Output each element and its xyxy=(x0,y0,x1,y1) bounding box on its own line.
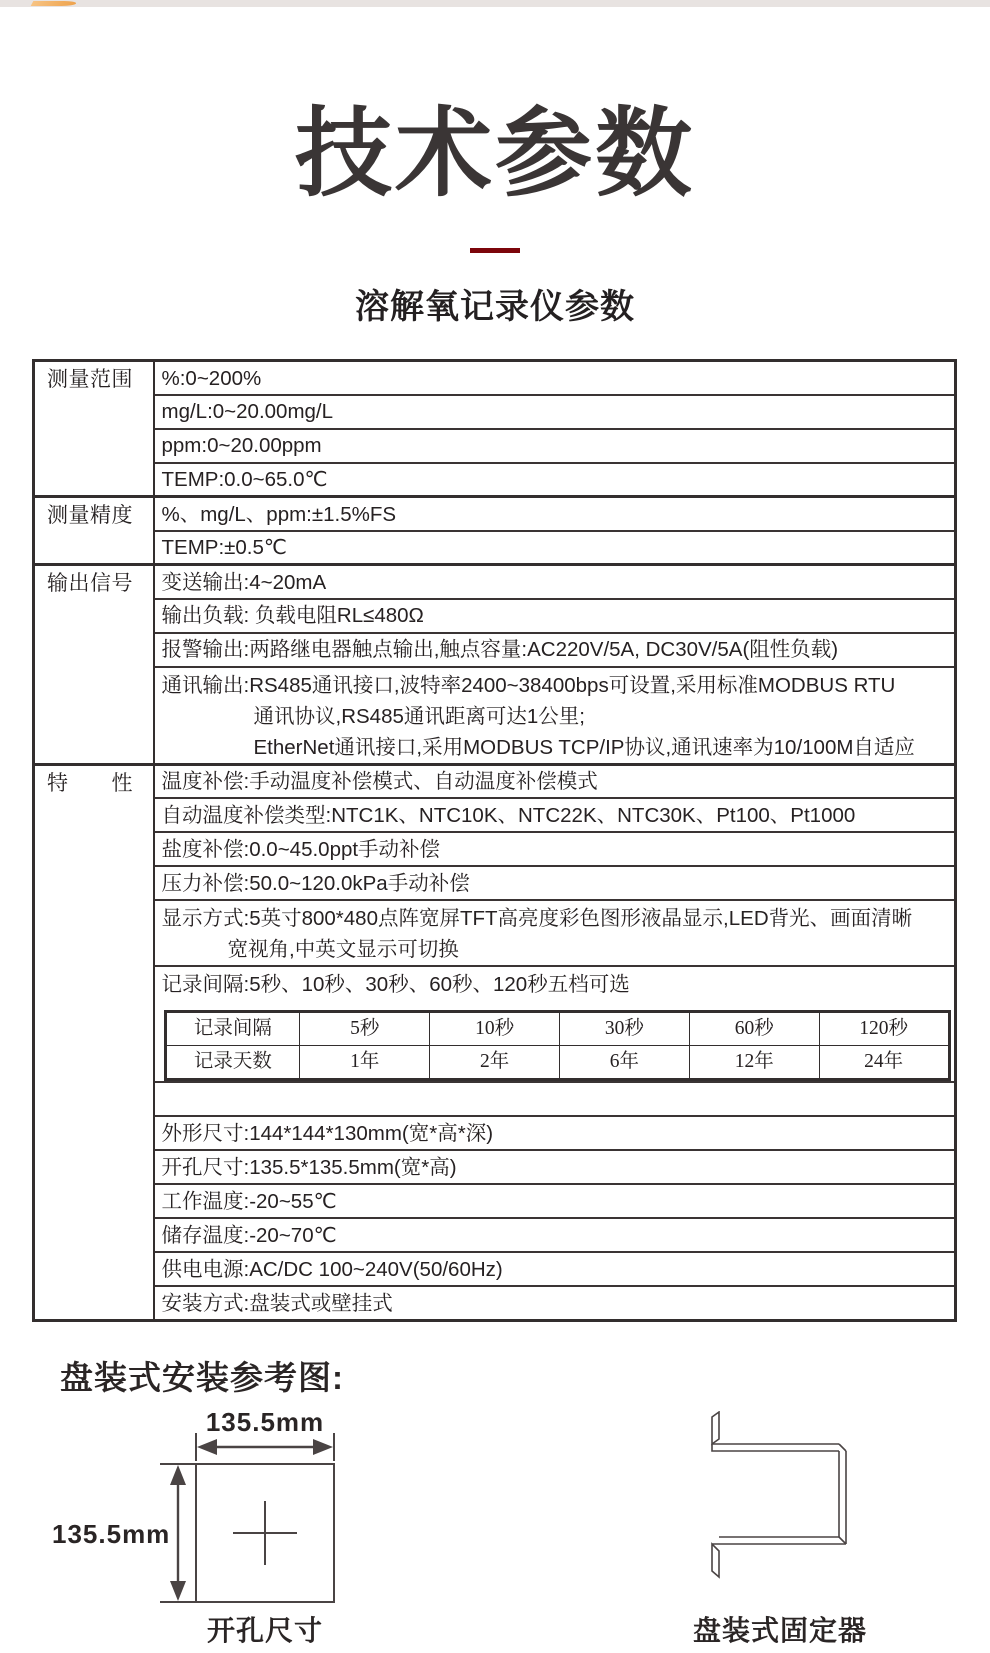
table-row xyxy=(34,361,956,395)
mounting-diagrams xyxy=(0,1403,990,1653)
width-arrow-icon xyxy=(195,1433,335,1461)
cutout-square xyxy=(195,1463,335,1603)
table-row xyxy=(34,866,956,900)
spec-line: 通讯协议,RS485通讯距离可达1公里; xyxy=(253,704,585,728)
spec-value: 温度补偿:手动温度补偿模式、自动温度补偿模式 xyxy=(154,764,956,798)
table-row xyxy=(165,1046,949,1080)
spec-line: 宽视角,中英文显示可切换 xyxy=(227,938,459,962)
table-row xyxy=(34,395,956,429)
spec-line: 记录间隔:5秒、10秒、30秒、60秒、120秒五档可选 xyxy=(161,973,630,997)
table-row xyxy=(34,966,956,1082)
title-divider xyxy=(470,248,520,253)
spec-value: mg/L:0~20.00mg/L xyxy=(154,395,956,429)
table-row xyxy=(165,1012,949,1046)
table-row xyxy=(34,832,956,866)
record-cell: 60秒 xyxy=(689,1012,819,1046)
table-row xyxy=(34,497,956,531)
spec-value: TEMP:0.0~65.0℃ xyxy=(154,463,956,497)
fixture-caption: 盘装式固定器 xyxy=(692,1614,867,1646)
spacer-cell xyxy=(154,1082,956,1116)
spec-line: 显示方式:5英寸800*480点阵宽屏TFT高亮度彩色图形液晶显示,LED背光、画面清晰 xyxy=(161,907,913,931)
table-row xyxy=(34,429,956,463)
section-label-output: 输出信号 xyxy=(34,565,154,765)
table-row xyxy=(34,1184,956,1218)
cutout-caption: 开孔尺寸 xyxy=(206,1614,323,1646)
table-row xyxy=(34,1116,956,1150)
spec-value: %:0~200% xyxy=(154,361,956,395)
table-row xyxy=(34,633,956,667)
page-top-strip xyxy=(0,0,990,7)
panel-fixture-icon xyxy=(700,1411,850,1583)
cutout-width-label: 135.5mm xyxy=(205,1406,325,1437)
spec-value: 供电电源:AC/DC 100~240V(50/60Hz) xyxy=(154,1252,956,1286)
spec-value-communication xyxy=(154,667,956,765)
page-subtitle: 溶解氧记录仪参数 xyxy=(355,288,635,327)
spec-value-record xyxy=(154,966,956,1082)
spec-value: 安装方式:盘装式或壁挂式 xyxy=(154,1286,956,1320)
record-cell: 1年 xyxy=(300,1046,430,1080)
record-cell: 记录间隔 xyxy=(165,1012,300,1046)
page-title: 技术参数 xyxy=(295,99,695,208)
record-cell: 10秒 xyxy=(430,1012,560,1046)
spec-value: 报警输出:两路继电器触点输出,触点容量:AC220V/5A, DC30V/5A(阻性负载) xyxy=(154,633,956,667)
table-row xyxy=(34,531,956,565)
record-cell: 记录天数 xyxy=(165,1046,300,1080)
spec-value: TEMP:±0.5℃ xyxy=(154,531,956,565)
table-row xyxy=(34,900,956,966)
spec-value: 输出负载: 负载电阻RL≤480Ω xyxy=(154,599,956,633)
record-cell: 5秒 xyxy=(300,1012,430,1046)
spec-value: 变送输出:4~20mA xyxy=(154,565,956,599)
table-row xyxy=(34,1286,956,1320)
table-row-spacer xyxy=(34,1082,956,1116)
table-row xyxy=(34,463,956,497)
center-cross-icon xyxy=(264,1501,266,1565)
record-interval-table xyxy=(164,1010,951,1081)
spec-value: 外形尺寸:144*144*130mm(宽*高*深) xyxy=(154,1116,956,1150)
spec-value-display xyxy=(154,900,956,966)
record-cell: 12年 xyxy=(689,1046,819,1080)
spec-value: 压力补偿:50.0~120.0kPa手动补偿 xyxy=(154,866,956,900)
spec-value: 工作温度:-20~55℃ xyxy=(154,1184,956,1218)
table-row xyxy=(34,764,956,798)
spec-value: 储存温度:-20~70℃ xyxy=(154,1218,956,1252)
spec-value: 开孔尺寸:135.5*135.5mm(宽*高) xyxy=(154,1150,956,1184)
spec-value: 自动温度补偿类型:NTC1K、NTC10K、NTC22K、NTC30K、Pt100、Pt1000 xyxy=(154,798,956,832)
spec-line: 通讯输出:RS485通讯接口,波特率2400~38400bps可设置,采用标准MODBUS RTU xyxy=(161,673,896,697)
record-cell: 2年 xyxy=(430,1046,560,1080)
table-row xyxy=(34,1218,956,1252)
record-cell: 120秒 xyxy=(819,1012,949,1046)
table-row xyxy=(34,599,956,633)
spec-value: ppm:0~20.00ppm xyxy=(154,429,956,463)
section-label-features: 特 性 xyxy=(34,764,154,1320)
table-row xyxy=(34,798,956,832)
spec-table xyxy=(32,359,957,1322)
section-label-accuracy: 测量精度 xyxy=(34,497,154,565)
spec-line: EtherNet通讯接口,采用MODBUS TCP/IP协议,通讯速率为10/100M自适应 xyxy=(253,735,915,759)
record-cell: 30秒 xyxy=(560,1012,690,1046)
logo-mark xyxy=(31,1,78,6)
table-row xyxy=(34,1252,956,1286)
section-label-measure-range: 测量范围 xyxy=(34,361,154,497)
table-row xyxy=(34,1150,956,1184)
spec-value: 盐度补偿:0.0~45.0ppt手动补偿 xyxy=(154,832,956,866)
table-row xyxy=(34,565,956,599)
spec-value: %、mg/L、ppm:±1.5%FS xyxy=(154,497,956,531)
record-cell: 24年 xyxy=(819,1046,949,1080)
cutout-height-label: 135.5mm xyxy=(52,1518,171,1549)
table-row xyxy=(34,667,956,765)
mount-section-title: 盘装式安装参考图: xyxy=(60,1358,344,1396)
record-cell: 6年 xyxy=(560,1046,690,1080)
